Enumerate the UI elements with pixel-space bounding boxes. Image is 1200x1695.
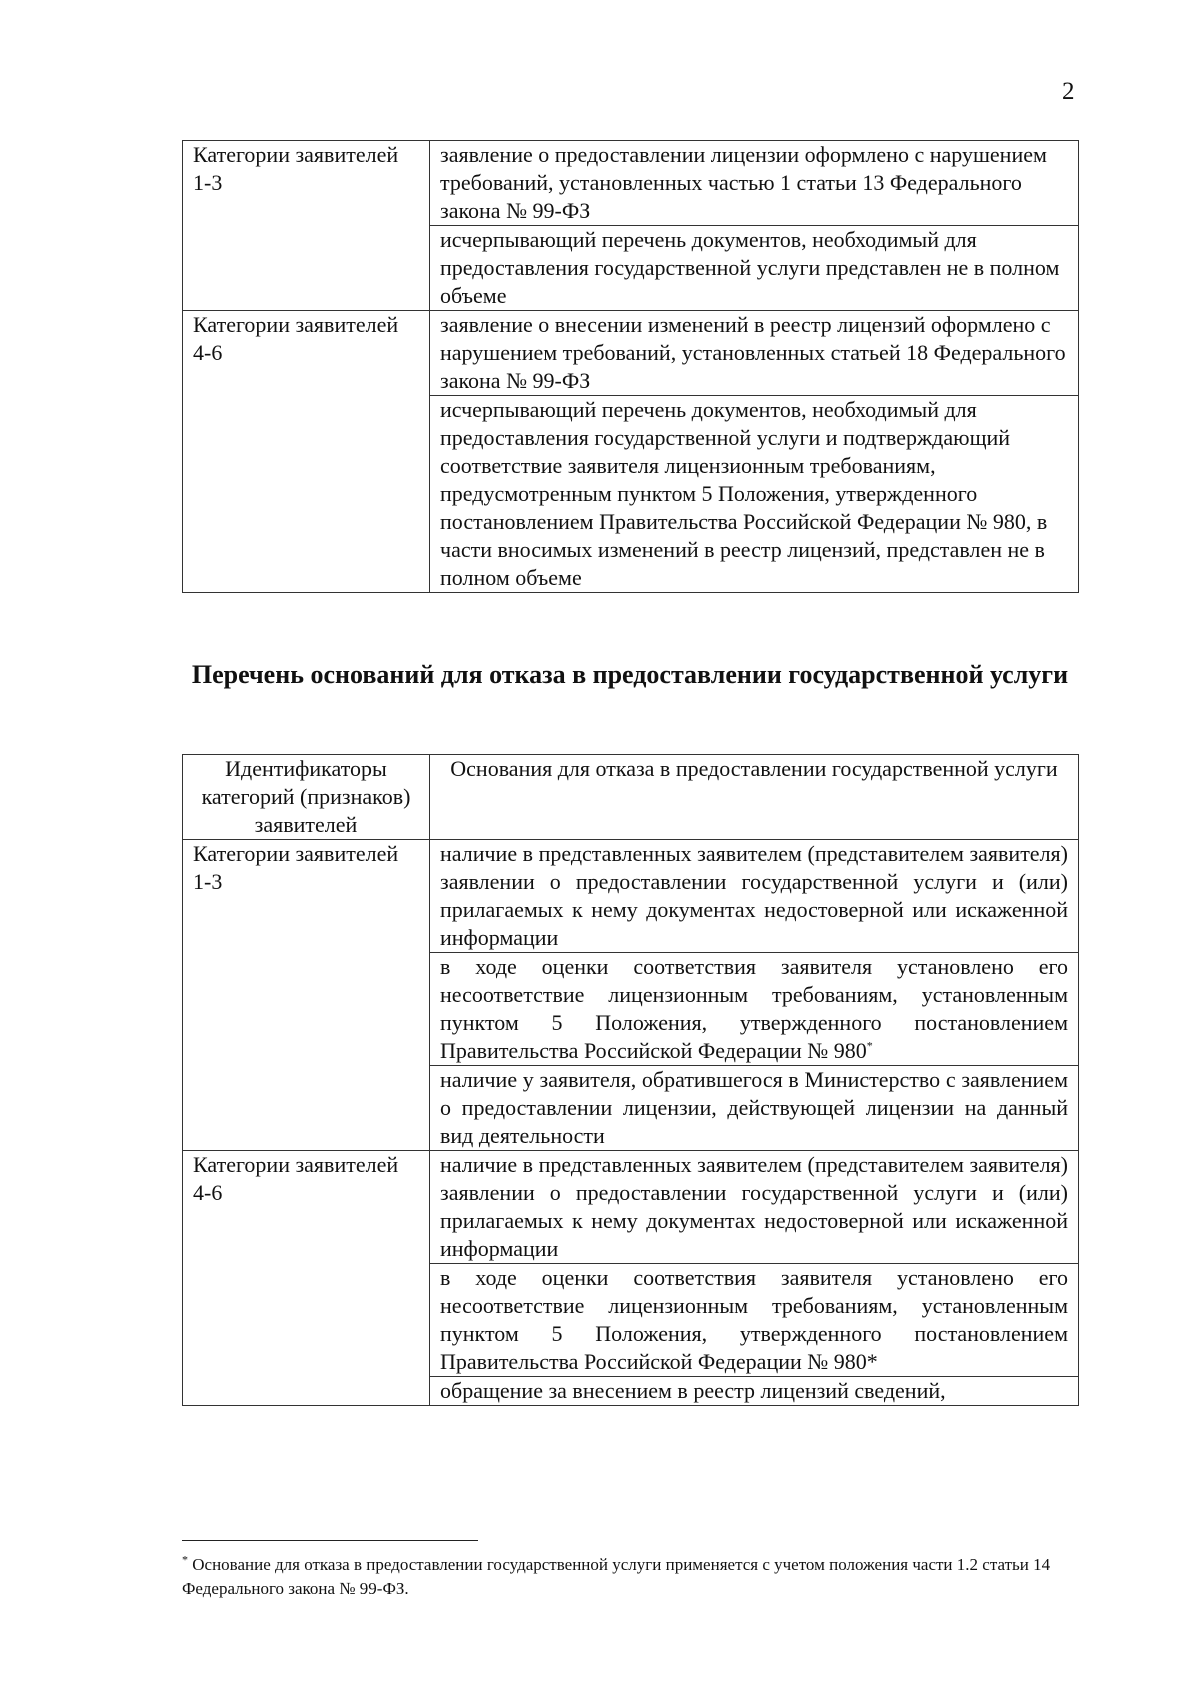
reason-cell [430,953,1079,1066]
table-row [183,1151,1079,1264]
table-row [183,311,1079,396]
section-title: Перечень оснований для отказа в предоставлении государственной услуги [191,660,1069,689]
reason-cell: наличие у заявителя, обратившегося в Министерство с заявлением о предоставлении лицензии, действующей лицензии на данный вид деятельности [430,1066,1079,1151]
header-identifiers: Идентификаторы категорий (признаков) заявителей [183,755,430,840]
reason-cell: наличие в представленных заявителем (представителем заявителя) заявлении о предоставлении государственной услуги и (или) прилагаемых к нему документах недостоверной или искаженной информации [430,840,1079,953]
category-cell: Категории заявителей 1-3 [183,840,430,1151]
header-grounds: Основания для отказа в предоставлении государственной услуги [430,755,1079,840]
category-cell: Категории заявителей 4-6 [183,1151,430,1406]
reason-cell: исчерпывающий перечень документов, необходимый для предоставления государственной услуги и подтверждающий соответствие заявителя лицензионным требованиям, предусмотренным пунктом 5 Положения, утвержденного постановлением Правительства Российской Федерации № 980, в части вносимых изменений в реестр лицензий, представлен не в полном объеме [430,396,1079,593]
reason-cell: заявление о внесении изменений в реестр лицензий оформлено с нарушением требований, установленных статьей 18 Федерального закона № 99-ФЗ [430,311,1079,396]
category-cell: Категории заявителей 1-3 [183,141,430,311]
footnote [182,1553,1078,1601]
refusal-grounds-table [182,754,1079,1406]
reason-cell: исчерпывающий перечень документов, необходимый для предоставления государственной услуги представлен не в полном объеме [430,226,1079,311]
reason-cell: заявление о предоставлении лицензии оформлено с нарушением требований, установленных частью 1 статьи 13 Федерального закона № 99-ФЗ [430,141,1079,226]
category-cell: Категории заявителей 4-6 [183,311,430,593]
grounds-table-continued [182,140,1079,593]
page-number: 2 [1062,78,1075,105]
footnote-marker: * [182,1552,188,1567]
reason-cell: обращение за внесением в реестр лицензий сведений, [430,1377,1079,1406]
reason-cell: наличие в представленных заявителем (представителем заявителя) заявлении о предоставлении государственной услуги и (или) прилагаемых к нему документах недостоверной или искаженной информации [430,1151,1079,1264]
reason-cell: в ходе оценки соответствия заявителя установлено его несоответствие лицензионным требованиям, установленным пунктом 5 Положения, утвержденного постановлением Правительства Российской Федерации № 980* [430,1264,1079,1377]
table-row [183,840,1079,953]
footnote-divider [182,1540,478,1541]
table-header-row [183,755,1079,840]
reason-text: в ходе оценки соответствия заявителя установлено его несоответствие лицензионным требованиям, установленным пунктом 5 Положения, утвержденного постановлением Правительства Российской Федерации № 980 [440,954,1068,1063]
table-row [183,141,1079,226]
footnote-text: Основание для отказа в предоставлении государственной услуги применяется с учетом положения части 1.2 статьи 14 Федерального закона № 99-ФЗ. [182,1555,1051,1598]
footnote-marker: * [866,1038,873,1053]
